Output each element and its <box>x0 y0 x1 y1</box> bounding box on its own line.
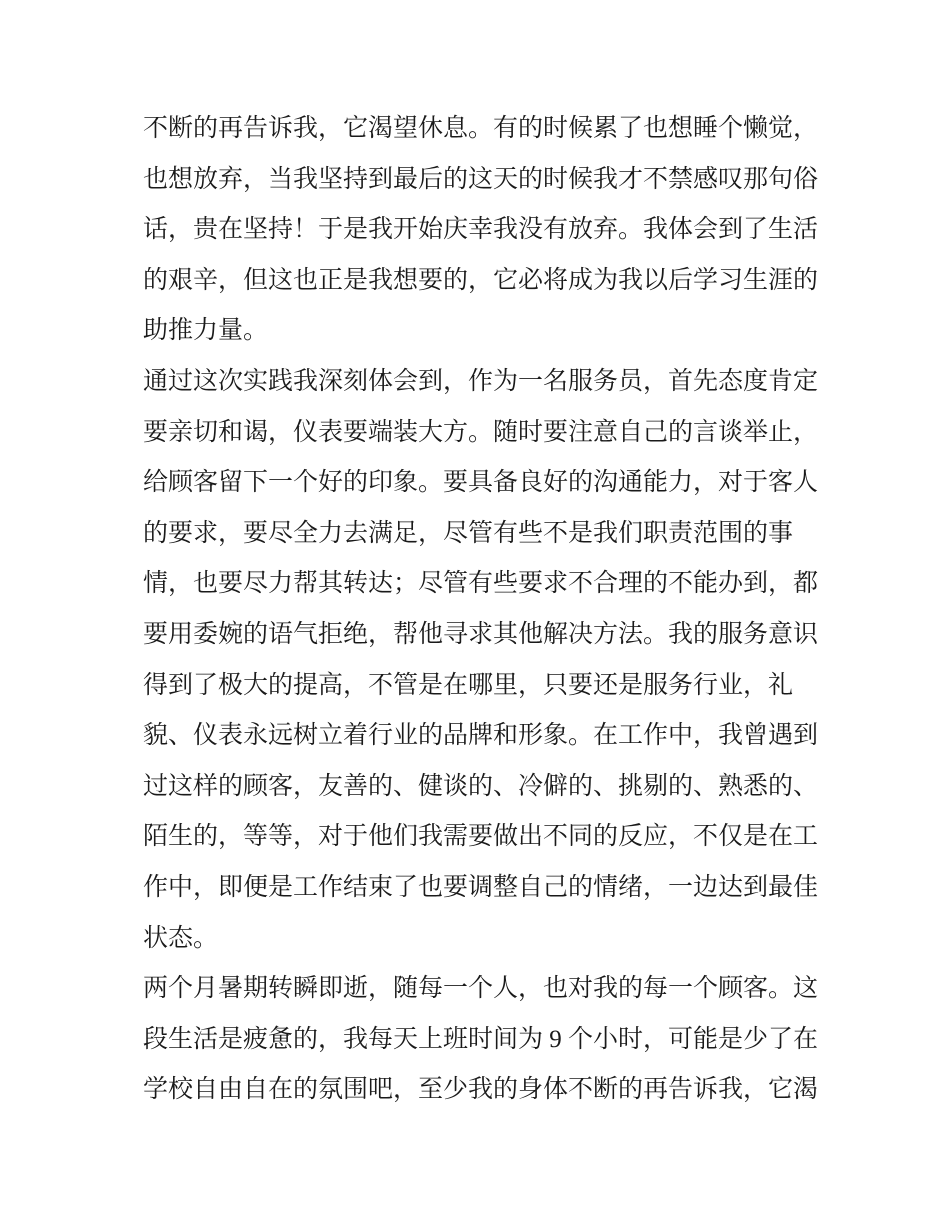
paragraph-2 <box>143 357 843 964</box>
text-line: 也想放弃，当我坚持到最后的这天的时候我才不禁感叹那句俗 <box>143 165 819 193</box>
text-line: 陌生的，等等，对于他们我需要做出不同的反应，不仅是在工 <box>143 823 819 851</box>
text-line: 助推力量。 <box>143 317 269 345</box>
document-text-block <box>143 104 843 1116</box>
paragraph-1 <box>143 104 843 357</box>
text-line: 话，贵在坚持！于是我开始庆幸我没有放弃。我体会到了生活 <box>143 216 819 244</box>
text-line: 段生活是疲惫的，我每天上班时间为 9 个小时，可能是少了在 <box>143 1025 819 1053</box>
text-line: 不断的再告诉我，它渴望休息。有的时候累了也想睡个懒觉， <box>143 115 819 142</box>
text-line: 两个月暑期转瞬即逝，随每一个人，也对我的每一个顾客。这 <box>143 975 819 1003</box>
text-line: 状态。 <box>143 924 219 952</box>
paragraph-3 <box>143 964 843 1116</box>
text-line: 貌、仪表永远树立着行业的品牌和形象。在工作中，我曾遇到 <box>143 722 819 750</box>
text-line: 的要求，要尽全力去满足，尽管有些不是我们职责范围的事 <box>143 519 794 547</box>
text-line: 通过这次实践我深刻体会到，作为一名服务员，首先态度肯定 <box>143 367 819 395</box>
text-line: 的艰辛，但这也正是我想要的，它必将成为我以后学习生涯的 <box>143 266 819 294</box>
text-line: 作中，即便是工作结束了也要调整自己的情绪，一边达到最佳 <box>143 873 819 901</box>
text-line: 情，也要尽力帮其转达；尽管有些要求不合理的不能办到，都 <box>143 570 819 598</box>
text-line: 过这样的顾客，友善的、健谈的、冷僻的、挑剔的、熟悉的、 <box>143 772 819 800</box>
text-line: 学校自由自在的氛围吧，至少我的身体不断的再告诉我，它渴 <box>143 1076 819 1104</box>
text-line: 得到了极大的提高，不管是在哪里，只要还是服务行业，礼 <box>143 671 794 699</box>
text-line: 要用委婉的语气拒绝，帮他寻求其他解决方法。我的服务意识 <box>143 620 819 648</box>
text-line: 给顾客留下一个好的印象。要具备良好的沟通能力，对于客人 <box>143 469 819 497</box>
text-line: 要亲切和谒，仪表要端装大方。随时要注意自己的言谈举止， <box>143 418 819 446</box>
